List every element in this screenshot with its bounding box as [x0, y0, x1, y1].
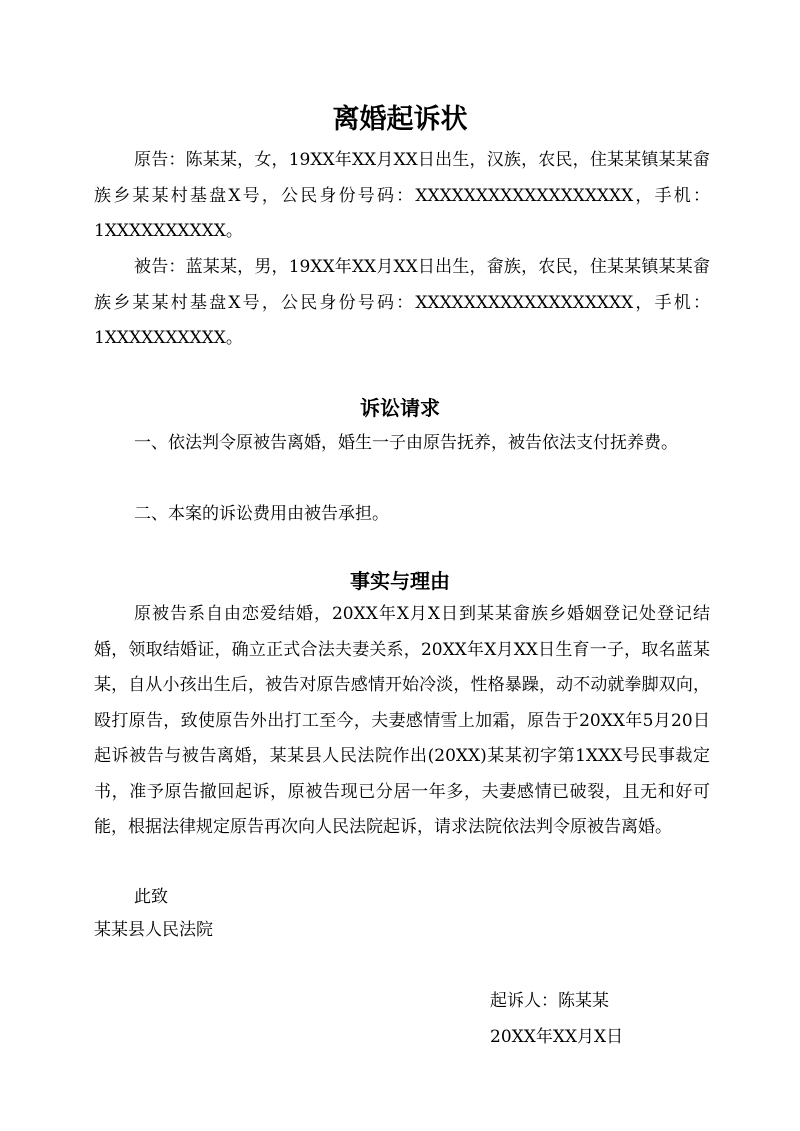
claim-item-1: 一、依法判令原被告离婚，婚生一子由原告抚养，被告依法支付抚养费。: [134, 433, 678, 453]
date: 20XX年XX月X日: [490, 1027, 624, 1047]
plaintiff-info: 原告：陈某某，女，19XX年XX月XX日出生，汉族，农民，住某某镇某某畲族乡某某村基盘X号，公民身份号码：XXXXXXXXXXXXXXXXXX，手机：1XXXXXXXXXX。: [94, 150, 710, 241]
facts-body: 原被告系自由恋爱结婚，20XX年X月X日到某某畲族乡婚姻登记处登记结婚，领取结婚证，确立正式合法夫妻关系，20XX年X月XX日生育一子，取名蓝某某，自从小孩出生后，被告对原告感情开始冷淡，性格暴躁，动不动就拳脚双向，殴打原告，致使原告外出打工至今，夫妻感情雪上加霜，原告于20XX年5月20日起诉被告与被告离婚，某某县人民法院作出(20XX)某某初字第1XXX号民事裁定书，准予原告撤回起诉，原被告现已分居一年多，夫妻感情已破裂，且无和好可能，根据法律规定原告再次向人民法院起诉，请求法院依法判令原被告离婚。: [94, 604, 710, 837]
salutation: 此致: [134, 887, 168, 907]
document-title: 离婚起诉状: [332, 104, 468, 135]
claim-item-2: 二、本案的诉讼费用由被告承担。: [134, 504, 389, 524]
signer: 起诉人：陈某某: [490, 991, 609, 1011]
defendant-info: 被告：蓝某某，男，19XX年XX月XX日出生，畲族，农民，住某某镇某某畲族乡某某村基盘X号，公民身份号码：XXXXXXXXXXXXXXXXXX，手机：1XXXXXXXXXX。: [94, 257, 710, 348]
facts-heading: 事实与理由: [350, 569, 450, 593]
claims-heading: 诉讼请求: [360, 396, 440, 420]
court-name: 某某县人民法院: [94, 920, 213, 940]
